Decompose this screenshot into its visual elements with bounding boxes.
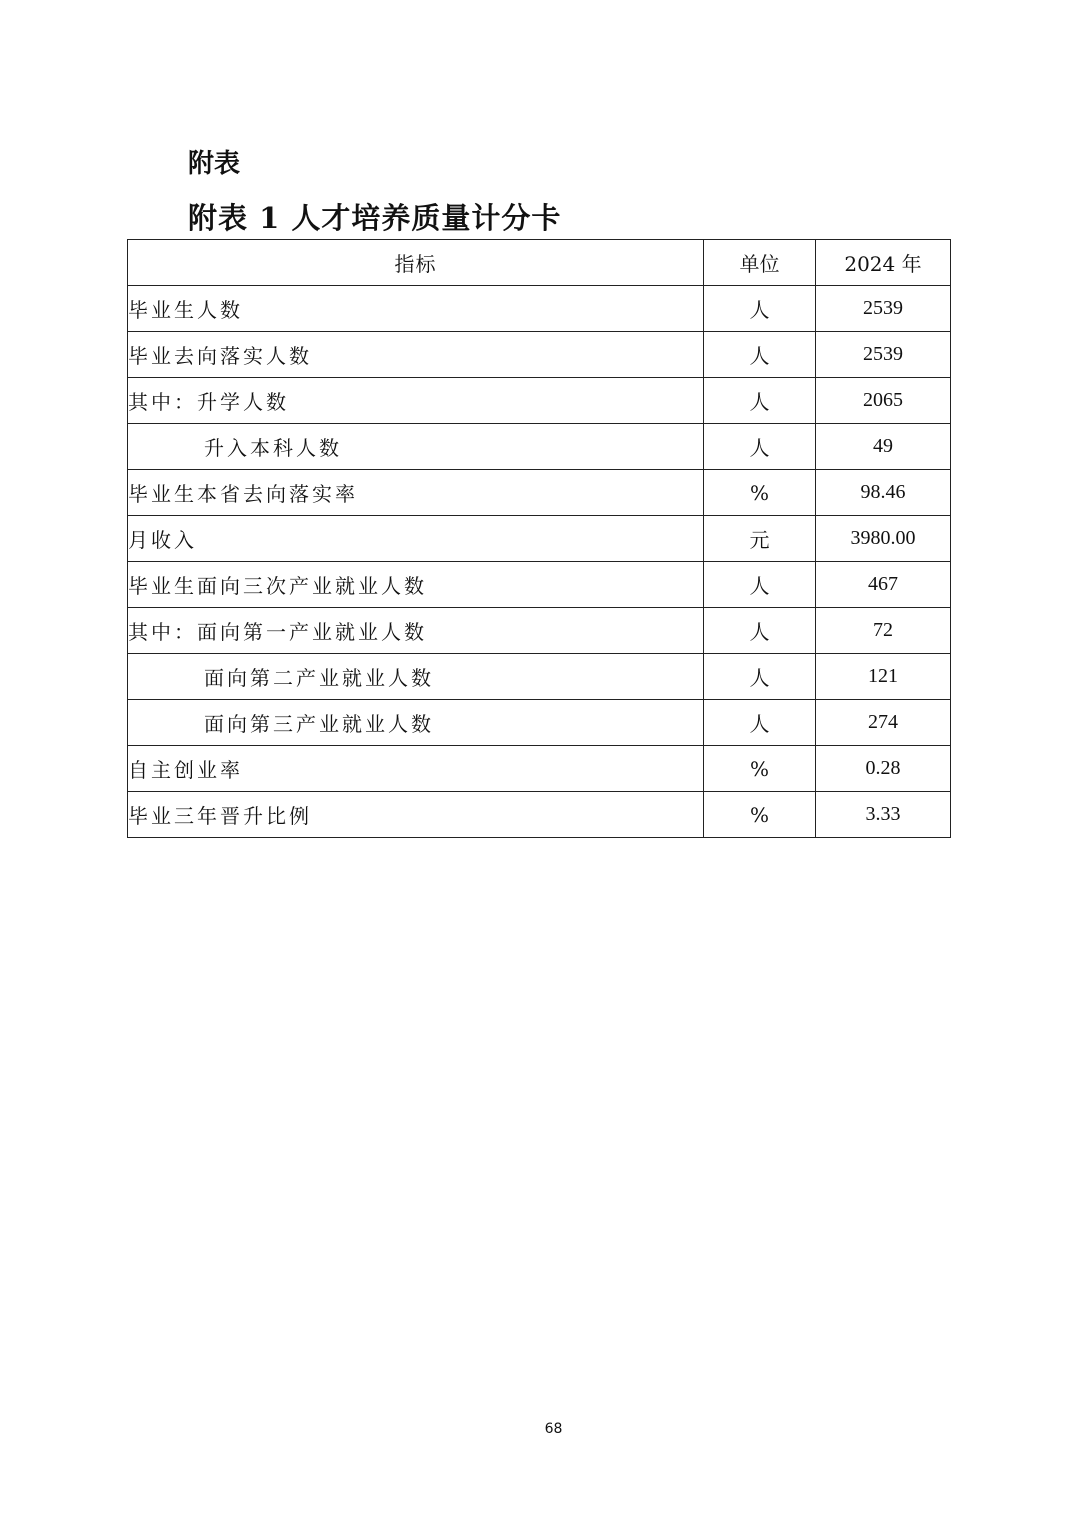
indicator-cell: 毕业三年晋升比例 [128, 792, 704, 838]
indicator-cell: 其中：面向第一产业就业人数 [128, 608, 704, 654]
table-row [128, 286, 951, 332]
unit-cell: % [704, 470, 816, 516]
table-row [128, 378, 951, 424]
table-row [128, 792, 951, 838]
table-row [128, 700, 951, 746]
value-cell: 467 [816, 562, 951, 608]
unit-cell: % [704, 746, 816, 792]
value-cell: 2539 [816, 332, 951, 378]
header-indicator: 指标 [128, 240, 704, 286]
value-cell: 0.28 [816, 746, 951, 792]
table-caption: 附表 1 人才培养质量计分卡 [188, 201, 562, 235]
header-unit: 单位 [704, 240, 816, 286]
unit-cell: 人 [704, 424, 816, 470]
unit-cell: 元 [704, 516, 816, 562]
value-cell: 98.46 [816, 470, 951, 516]
table-row [128, 562, 951, 608]
unit-cell: 人 [704, 286, 816, 332]
header-year: 2024 年 [816, 240, 951, 286]
table-row [128, 332, 951, 378]
table-header-row [128, 240, 951, 286]
section-heading: 附表 [188, 149, 241, 179]
value-cell: 121 [816, 654, 951, 700]
indicator-cell: 毕业生人数 [128, 286, 704, 332]
value-cell: 274 [816, 700, 951, 746]
unit-cell: 人 [704, 654, 816, 700]
indicator-cell: 毕业生本省去向落实率 [128, 470, 704, 516]
unit-cell: 人 [704, 332, 816, 378]
indicator-cell: 毕业去向落实人数 [128, 332, 704, 378]
value-cell: 72 [816, 608, 951, 654]
table-row [128, 470, 951, 516]
page-number: 68 [544, 1421, 563, 1437]
value-cell: 3.33 [816, 792, 951, 838]
table-row [128, 746, 951, 792]
talent-training-quality-scorecard-table [127, 239, 951, 838]
unit-cell: 人 [704, 608, 816, 654]
table-row [128, 608, 951, 654]
table-row [128, 516, 951, 562]
value-cell: 3980.00 [816, 516, 951, 562]
indicator-cell: 月收入 [128, 516, 704, 562]
table-row [128, 654, 951, 700]
indicator-cell: 自主创业率 [128, 746, 704, 792]
table-row [128, 424, 951, 470]
value-cell: 2539 [816, 286, 951, 332]
value-cell: 2065 [816, 378, 951, 424]
indicator-cell: 毕业生面向三次产业就业人数 [128, 562, 704, 608]
indicator-cell: 面向第三产业就业人数 [128, 700, 704, 746]
indicator-cell: 其中：升学人数 [128, 378, 704, 424]
unit-cell: 人 [704, 378, 816, 424]
indicator-cell: 升入本科人数 [128, 424, 704, 470]
unit-cell: % [704, 792, 816, 838]
unit-cell: 人 [704, 700, 816, 746]
value-cell: 49 [816, 424, 951, 470]
unit-cell: 人 [704, 562, 816, 608]
indicator-cell: 面向第二产业就业人数 [128, 654, 704, 700]
table-body [128, 286, 951, 838]
